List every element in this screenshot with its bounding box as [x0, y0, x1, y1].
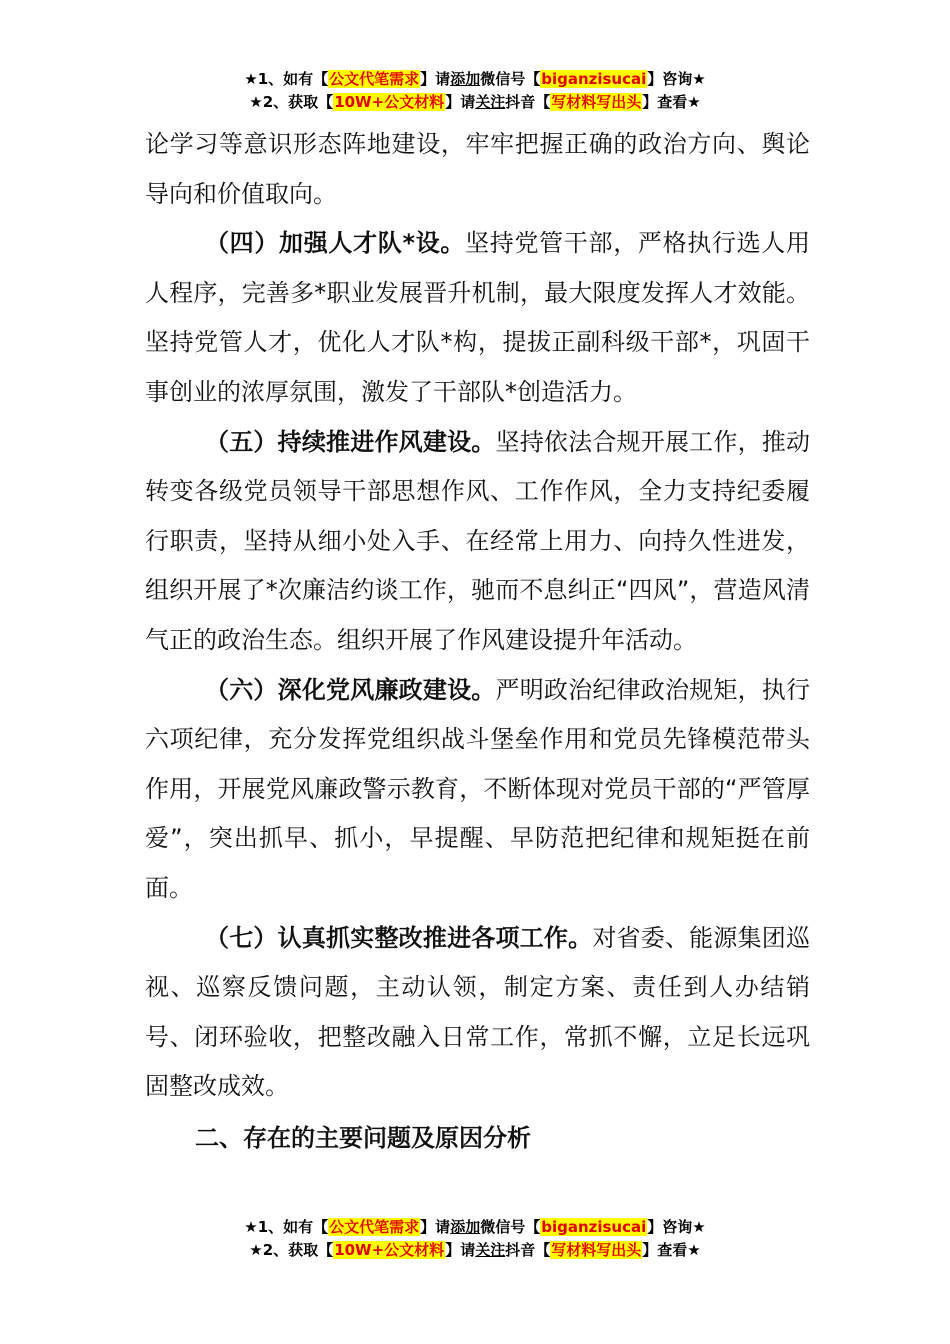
banner-text: ★1、如有【 — [244, 1218, 329, 1236]
banner-text: 抖音【 — [505, 93, 551, 111]
banner-text: 】请 — [445, 1241, 476, 1259]
banner-text: 】请 — [445, 93, 476, 111]
paragraph-text: 对省委、能源集团巡视、巡察反馈问题，主动认领，制定方案、责任到人办结销号、闭环验收，把整改融入日常工作，常抓不懈，立足长远巩固整改成效。 — [145, 923, 811, 1101]
paragraph-lead: （五）持续推进作风建设。 — [205, 427, 496, 456]
banner-text-underlined: 关注 — [475, 1241, 506, 1259]
banner-text: ★2、获取【 — [249, 93, 334, 111]
banner-text-underlined: 关注 — [475, 93, 506, 111]
banner-text: ★2、获取【 — [249, 1241, 334, 1259]
banner-text: 】查看★ — [642, 93, 701, 111]
banner-text: 微信号【 — [480, 70, 541, 88]
banner-text: 抖音【 — [505, 1241, 551, 1259]
paragraph-lead: （六）深化党风廉政建设。 — [205, 675, 496, 704]
highlight-ghostwriting: 公文代笔需求 — [329, 70, 420, 88]
banner-text: ★1、如有【 — [244, 70, 329, 88]
highlight-douyin: 写材料写出头 — [551, 93, 642, 111]
section-heading: 二、存在的主要问题及原因分析 — [195, 1123, 531, 1152]
highlight-wechat-id: biganzisucai — [541, 1218, 647, 1236]
paragraph-continuation: 论学习等意识形态阵地建设，牢牢把握正确的政治方向、舆论导向和价值取向。 — [145, 130, 810, 208]
banner-text: 】请 — [420, 70, 451, 88]
banner-text: 】请 — [420, 1218, 451, 1236]
banner-line-1 — [0, 68, 950, 91]
banner-text-underlined: 添加 — [450, 70, 481, 88]
paragraph-integrity — [145, 666, 810, 914]
banner-line-1 — [0, 1216, 950, 1239]
highlight-materials: 10W+公文材料 — [334, 93, 445, 111]
document-body — [145, 120, 810, 1163]
banner-text: 】咨询★ — [647, 70, 706, 88]
paragraph-work-style — [145, 418, 810, 666]
banner-text: 】查看★ — [642, 1241, 701, 1259]
top-banner — [0, 68, 950, 114]
highlight-wechat-id: biganzisucai — [541, 70, 647, 88]
paragraph-lead: （四）加强人才队*设。 — [205, 229, 466, 258]
paragraph-rectification — [145, 914, 810, 1112]
banner-line-2 — [0, 1239, 950, 1262]
banner-text: 】咨询★ — [647, 1218, 706, 1236]
paragraph-text: 坚持依法合规开展工作，推动转变各级党员领导干部思想作风、工作作风，全力支持纪委履行职责，坚持从细小处入手、在经常上用力、向持久性进发，组织开展了*次廉洁约谈工作，驰而不息纠正“四风”，营造风清气正的政治生态。组织开展了作风建设提升年活动。 — [145, 427, 810, 654]
bottom-banner — [0, 1216, 950, 1262]
highlight-ghostwriting: 公文代笔需求 — [329, 1218, 420, 1236]
paragraph-text: 严明政治纪律政治规矩，执行六项纪律，充分发挥党组织战斗堡垒作用和党员先锋模范带头作用，开展党风廉政警示教育，不断体现对党员干部的“严管厚爱”，突出抓早、抓小，早提醒、早防范把纪律和规矩挺在前面。 — [145, 675, 810, 902]
paragraph-talent — [145, 219, 810, 417]
paragraph-lead: （七）认真抓实整改推进各项工作。 — [205, 923, 593, 952]
banner-line-2 — [0, 91, 950, 114]
highlight-douyin: 写材料写出头 — [551, 1241, 642, 1259]
banner-text-underlined: 添加 — [450, 1218, 481, 1236]
paragraph-text: 坚持党管干部，严格执行选人用人程序，完善多*职业发展晋升机制，最大限度发挥人才效能。坚持党管人才，优化人才队*构，提拔正副科级干部*，巩固干事创业的浓厚氛围，激发了干部队*创造活力。 — [145, 229, 810, 406]
highlight-materials: 10W+公文材料 — [334, 1241, 445, 1259]
banner-text: 微信号【 — [480, 1218, 541, 1236]
